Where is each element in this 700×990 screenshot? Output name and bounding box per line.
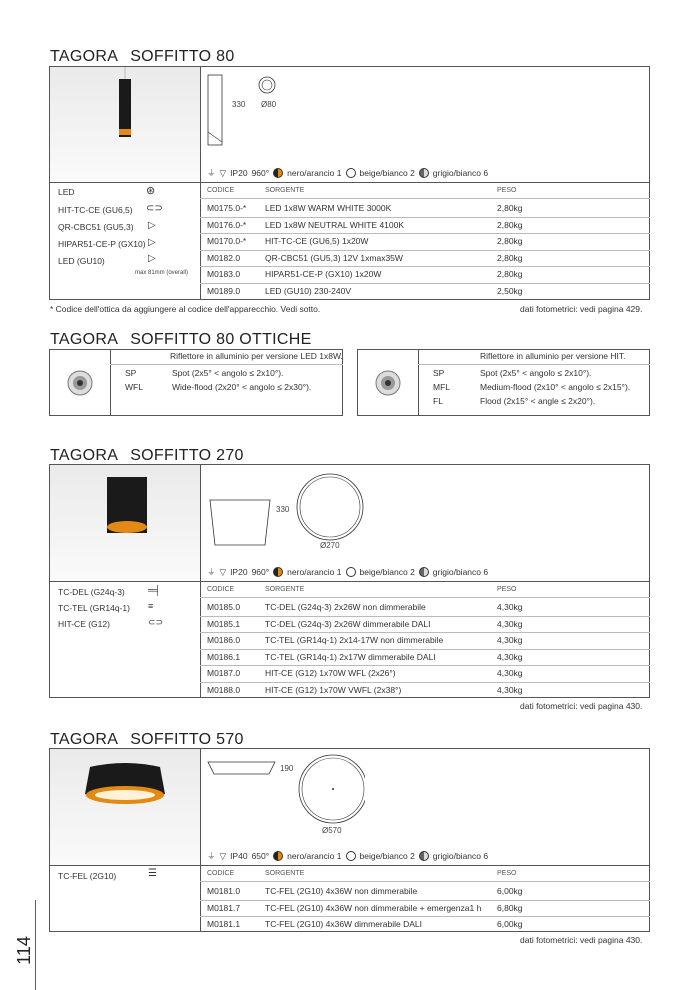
table-row [200,616,650,632]
table-row [200,916,650,932]
photometric-note: dati fotometrici: vedi pagina 430. [520,935,643,945]
cell-source: TC-FEL (2G10) 4x36W dimmerabile DALI [265,919,422,930]
cell-code: M0186.1 [207,651,241,662]
cell-weight: 4,30kg [497,668,523,679]
col-header-source: SORGENTE [265,586,305,593]
lamp-type: TC-DEL (G24q-3) [58,587,125,597]
dim-diameter: Ø80 [261,100,277,109]
photometric-note: dati fotometrici: vedi pagina 429. [520,304,643,314]
title-model: SOFFITTO 80 [130,48,235,65]
col-header-code: CODICE [207,586,235,593]
cell-code: M0181.7 [207,902,241,913]
glow-wire: 960° [251,567,270,577]
section-title-soffitto-570 [50,731,244,749]
col-header-source: SORGENTE [265,870,305,877]
reflector-lamp-icon: ▷ [148,253,156,264]
cell-code: M0175.0-* [207,203,247,213]
lamp-type: LED (GU10) [58,256,105,266]
col-header-weight: PESO [497,586,517,593]
col-header-weight: PESO [497,870,517,877]
title-brand: TAGORA [50,331,119,348]
cell-weight: 2,50kg [497,286,523,296]
ground-icon: ⏚ [207,168,216,178]
technical-drawing [205,70,285,150]
finish-legend: ⏚ ▽ IP40 650° nero/arancio 1 beige/bianco 2 grigio/bianco 6 [207,850,489,861]
ip-rating: IP20 [230,567,248,577]
reflector-lamp-icon: ▷ [148,237,156,248]
dim-diameter: Ø270 [320,541,340,550]
finish-legend: ⏚ ▽ IP20 960° nero/arancio 1 beige/bianco 2 grigio/bianco 6 [207,167,489,178]
cell-weight: 2,80kg [497,219,523,230]
cell-source: TC-FEL (2G10) 4x36W non dimmerabile [265,886,418,896]
cell-code: M0181.0 [207,886,241,896]
optic-code: SP [433,368,445,378]
cell-source: HIT-CE (G12) 1x70W WFL (2x26°) [265,668,396,679]
lamp-type: LED [58,187,75,197]
soffitto-80-illustration [50,67,200,182]
title-brand: TAGORA [50,48,119,65]
lamp-type: TC-FEL (2G10) [58,871,117,881]
optic-desc: Wide-flood (2x20° < angolo ≤ 2x30°). [172,382,312,392]
table-row [200,233,650,249]
cell-source: TC-DEL (G24q-3) 2x26W dimmerabile DALI [265,618,431,629]
title-model: SOFFITTO 570 [130,731,244,748]
section-title-soffitto-80 [50,48,235,66]
table-row [200,883,650,899]
lamp-size-note: max 81mm (overall) [135,270,189,276]
color-swatch-beige-white [346,168,356,178]
tube-lamp-icon: ═╡ [148,585,161,595]
cell-weight: 4,30kg [497,685,523,695]
glow-wire: 650° [251,851,270,861]
color-swatch-grey-white [419,168,429,178]
table-row [200,682,650,698]
color-swatch-black-orange [273,567,283,577]
finish-legend: ⏚ ▽ IP20 960° nero/arancio 1 beige/bianco 2 grigio/bianco 6 [207,566,489,577]
cell-code: M0185.0 [207,602,241,612]
product-photo [50,465,200,581]
cell-source: TC-TEL (GR14q-1) 2x14-17W non dimmerabile [265,635,444,646]
photometric-note: dati fotometrici: vedi pagina 430. [520,701,643,711]
dim-height: 330 [232,100,246,109]
table-row [200,217,650,233]
table-row [200,200,650,216]
cell-source: TC-FEL (2G10) 4x36W non dimmerabile + emergenza1 h [265,902,482,913]
col-header-code: CODICE [207,187,235,194]
cell-weight: 4,30kg [497,635,523,646]
table-row [200,250,650,266]
optic-desc: Flood (2x15° < angle ≤ 2x20°). [480,396,596,406]
cell-weight: 2,80kg [497,252,523,263]
color-swatch-grey-white [419,567,429,577]
dim-height: 330 [276,505,290,514]
reflector-icon [373,368,403,398]
reflector-icon [65,368,95,398]
section-title-soffitto-270 [50,447,244,465]
title-brand: TAGORA [50,731,119,748]
table-row [200,665,650,681]
cell-weight: 6,00kg [497,886,523,896]
cell-code: M0186.0 [207,635,241,646]
cell-weight: 6,80kg [497,902,523,913]
cell-code: M0187.0 [207,668,241,679]
reflector-lamp-icon: ▷ [148,220,156,231]
cell-weight: 2,80kg [497,203,523,213]
tube-lamp-icon: ≡ [148,601,154,611]
soffitto-270-illustration [50,465,200,581]
optics-heading-led: Riflettore in alluminio per versione LED 1x8W. [170,351,343,361]
color-swatch-black-orange [273,168,283,178]
ip-rating: IP40 [230,851,248,861]
soffitto-570-illustration [50,749,200,865]
tube-lamp-icon: ☰ [148,868,157,879]
title-model: SOFFITTO 80 OTTICHE [130,331,312,348]
cell-source: HIT-CE (G12) 1x70W VWFL (2x38°) [265,685,402,695]
cell-weight: 4,30kg [497,602,523,612]
cell-source: HIPAR51-CE-P (GX10) 1x20W [265,269,382,280]
cell-source: TC-TEL (GR14q-1) 2x17W dimmerabile DALI [265,651,436,662]
capsule-lamp-icon: ⊂⊃ [146,203,163,214]
color-swatch-beige-white [346,851,356,861]
optic-desc: Spot (2x5° < angolo ≤ 2x10°). [172,368,284,378]
optic-desc: Medium-flood (2x10° < angolo ≤ 2x15°). [480,382,631,392]
color-swatch-grey-white [419,851,429,861]
section-title-ottiche [50,331,312,349]
product-photo [50,67,200,182]
dimmable-icon: ▽ [219,566,227,577]
dim-height: 190 [280,764,294,773]
col-header-weight: PESO [497,187,517,194]
cell-weight: 6,00kg [497,919,523,930]
title-brand: TAGORA [50,447,119,464]
col-header-source: SORGENTE [265,187,305,194]
cell-weight: 4,30kg [497,651,523,662]
cell-code: M0181.1 [207,919,241,930]
glow-wire: 960° [251,168,270,178]
cell-code: M0183.0 [207,269,241,280]
table-row [200,632,650,648]
capsule-lamp-icon: ⊂⊃ [148,617,164,627]
optic-code: WFL [125,382,143,392]
cell-weight: 2,80kg [497,236,523,247]
cell-weight: 2,80kg [497,269,523,280]
ground-icon: ⏚ [207,567,216,577]
lamp-type: TC-TEL (GR14q-1) [58,603,130,613]
optic-code: SP [125,368,137,378]
table-row [200,649,650,665]
cell-source: LED 1x8W NEUTRAL WHITE 4100K [265,219,405,230]
footnote: * Codice dell'ottica da aggiungere al codice dell'apparecchio. Vedi sotto. [50,304,321,314]
cell-code: M0185.1 [207,618,241,629]
col-header-code: CODICE [207,870,235,877]
optic-code: MFL [433,382,450,392]
cell-source: LED (GU10) 230-240V [265,286,351,296]
cell-source: QR-CBC51 (GU5,3) 12V 1xmax35W [265,252,403,263]
cell-code: M0189.0 [207,286,241,296]
table-row [200,266,650,282]
cell-source: HIT-TC-CE (GU6,5) 1x20W [265,236,369,247]
lamp-type: HIT-TC-CE (GU6,5) [58,205,133,215]
led-lamp-icon: ⊛ [146,185,156,197]
ground-icon: ⏚ [207,851,216,861]
cell-code: M0188.0 [207,685,241,695]
optics-heading-hit: Riflettore in alluminio per versione HIT. [480,351,626,361]
title-model: SOFFITTO 270 [130,447,244,464]
dimmable-icon: ▽ [219,167,227,178]
page-marker-line [35,900,36,990]
table-row [200,599,650,615]
cell-weight: 4,30kg [497,618,523,629]
optic-code: FL [433,396,443,406]
dimmable-icon: ▽ [219,850,227,861]
ip-rating: IP20 [230,168,248,178]
color-swatch-black-orange [273,851,283,861]
color-swatch-beige-white [346,567,356,577]
optic-desc: Spot (2x5° < angolo ≤ 2x10°). [480,368,592,378]
dim-diameter: Ø570 [322,826,342,835]
cell-source: TC-DEL (G24q-3) 2x26W non dimmerabile [265,602,426,612]
page-number: 114 [13,936,34,965]
cell-code: M0170.0-* [207,236,247,247]
cell-code: M0182.0 [207,252,241,263]
table-row [200,900,650,916]
cell-source: LED 1x8W WARM WHITE 3000K [265,203,392,213]
cell-code: M0176.0-* [207,219,247,230]
lamp-type: QR-CBC51 (GU5,3) [58,222,134,232]
product-photo [50,749,200,865]
lamp-type: HIT-CE (G12) [58,619,110,629]
lamp-type: HIPAR51-CE-P (GX10) [58,239,146,249]
table-row [200,283,650,299]
